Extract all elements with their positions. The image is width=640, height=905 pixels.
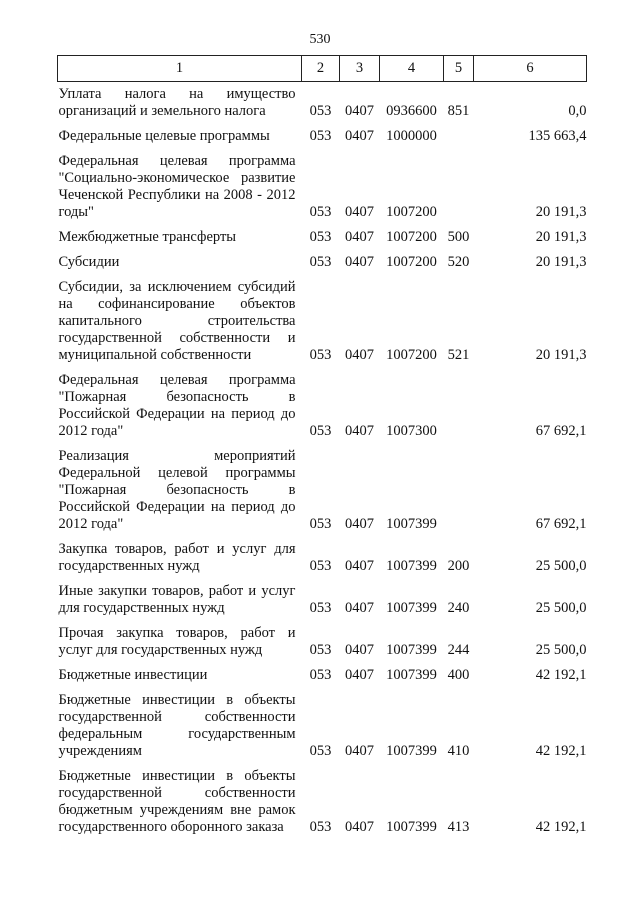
row-name: Федеральная целевая программа "Пожарная безопасность в Российской Федерации на период до 2012 года" — [58, 372, 296, 439]
row-code-expense: 240 — [447, 600, 470, 616]
row-code-admin: 053 — [309, 743, 332, 759]
row-code-admin: 053 — [309, 667, 332, 683]
row-code-target: 1007399 — [386, 558, 437, 574]
row-code-target: 1007399 — [386, 642, 437, 658]
row-name: Бюджетные инвестиции — [58, 667, 208, 683]
table-body — [58, 82, 587, 837]
row-code-target: 1007399 — [386, 819, 437, 835]
table-row — [58, 617, 587, 659]
row-name: Прочая закупка товаров, работ и услуг для государственных нужд — [58, 625, 296, 658]
row-code-section: 0407 — [345, 128, 374, 144]
header-col-1: 1 — [58, 56, 302, 82]
table-header — [58, 56, 587, 82]
row-amount: 42 192,1 — [535, 667, 587, 683]
row-code-admin: 053 — [309, 254, 332, 270]
row-code-section: 0407 — [345, 743, 374, 759]
row-code-target: 1007399 — [386, 516, 437, 532]
row-name: Федеральные целевые программы — [58, 128, 270, 144]
row-name: Субсидии — [58, 254, 120, 270]
row-code-admin: 053 — [309, 600, 332, 616]
row-code-expense: 500 — [447, 229, 470, 245]
row-code-target: 1007399 — [386, 743, 437, 759]
row-code-expense: 410 — [447, 743, 470, 759]
row-name: Межбюджетные трансферты — [58, 229, 237, 245]
row-code-expense — [444, 364, 474, 440]
page-number: 530 — [309, 32, 331, 47]
row-name: Федеральная целевая программа "Социально-экономическое развитие Чеченской Республики на 2008 - 2012 годы" — [58, 153, 296, 220]
row-amount: 67 692,1 — [535, 423, 587, 439]
row-amount: 0,0 — [568, 103, 587, 119]
row-code-section: 0407 — [345, 600, 374, 616]
row-amount: 25 500,0 — [535, 600, 587, 616]
row-code-target: 1007200 — [386, 254, 437, 270]
table-row — [58, 221, 587, 246]
row-name: Субсидии, за исключением субсидий на софинансирование объектов капитального строительства государственной собственности и муниципальной собственности — [58, 279, 296, 363]
row-code-section: 0407 — [345, 423, 374, 439]
row-code-expense: 520 — [447, 254, 470, 270]
row-amount: 20 191,3 — [535, 347, 587, 363]
row-code-section: 0407 — [345, 667, 374, 683]
row-amount: 25 500,0 — [535, 642, 587, 658]
header-col-6: 6 — [474, 56, 587, 82]
row-code-expense: 400 — [447, 667, 470, 683]
table-row — [58, 271, 587, 364]
row-amount: 67 692,1 — [535, 516, 587, 532]
row-name: Иные закупки товаров, работ и услуг для государственных нужд — [58, 583, 296, 616]
table-row — [58, 145, 587, 221]
row-name: Реализация мероприятий Федеральной целевой программы "Пожарная безопасность в Российской Федерации на период до 2012 года" — [58, 448, 296, 532]
row-amount: 135 663,4 — [528, 128, 587, 144]
row-code-admin: 053 — [309, 819, 332, 835]
row-name: Бюджетные инвестиции в объекты государственной собственности федеральным государственным учреждениям — [58, 692, 296, 759]
row-code-expense — [444, 120, 474, 145]
row-code-target: 1007399 — [386, 600, 437, 616]
row-code-section: 0407 — [345, 516, 374, 532]
row-code-expense — [444, 440, 474, 533]
row-code-expense: 521 — [447, 347, 470, 363]
header-col-5: 5 — [444, 56, 474, 82]
row-name: Уплата налога на имущество организаций и земельного налога — [58, 86, 296, 119]
row-code-admin: 053 — [309, 423, 332, 439]
row-code-section: 0407 — [345, 229, 374, 245]
row-code-target: 1007300 — [386, 423, 437, 439]
row-amount: 42 192,1 — [535, 743, 587, 759]
row-amount: 20 191,3 — [535, 229, 587, 245]
row-name: Бюджетные инвестиции в объекты государственной собственности бюджетным учреждениям вне рамок государственного оборонного заказа — [58, 768, 296, 835]
row-code-admin: 053 — [309, 516, 332, 532]
row-code-section: 0407 — [345, 558, 374, 574]
row-code-admin: 053 — [309, 642, 332, 658]
table-row — [58, 659, 587, 684]
table-row — [58, 82, 587, 121]
row-code-expense: 413 — [447, 819, 470, 835]
row-code-admin: 053 — [309, 558, 332, 574]
row-code-target: 0936600 — [386, 103, 437, 119]
row-code-admin: 053 — [309, 128, 332, 144]
row-amount: 42 192,1 — [535, 819, 587, 835]
row-code-target: 1007399 — [386, 667, 437, 683]
header-row — [58, 56, 587, 82]
row-code-section: 0407 — [345, 819, 374, 835]
header-col-4: 4 — [380, 56, 444, 82]
row-code-admin: 053 — [309, 103, 332, 119]
table-row — [58, 440, 587, 533]
row-code-expense: 851 — [447, 103, 470, 119]
row-code-target: 1007200 — [386, 204, 437, 220]
table-row — [58, 364, 587, 440]
row-code-section: 0407 — [345, 103, 374, 119]
row-amount: 25 500,0 — [535, 558, 587, 574]
table-row — [58, 684, 587, 760]
row-code-section: 0407 — [345, 347, 374, 363]
row-code-section: 0407 — [345, 642, 374, 658]
table-row — [58, 533, 587, 575]
row-amount: 20 191,3 — [535, 204, 587, 220]
row-code-target: 1007200 — [386, 347, 437, 363]
row-code-admin: 053 — [309, 229, 332, 245]
row-code-section: 0407 — [345, 204, 374, 220]
table-row — [58, 575, 587, 617]
row-amount: 20 191,3 — [535, 254, 587, 270]
row-code-section: 0407 — [345, 254, 374, 270]
table-row — [58, 246, 587, 271]
header-col-2: 2 — [302, 56, 340, 82]
row-name: Закупка товаров, работ и услуг для государственных нужд — [58, 541, 296, 574]
row-code-expense: 244 — [447, 642, 470, 658]
row-code-expense — [444, 145, 474, 221]
row-code-target: 1000000 — [386, 128, 437, 144]
row-code-expense: 200 — [447, 558, 470, 574]
table-row — [58, 760, 587, 836]
header-col-3: 3 — [340, 56, 380, 82]
budget-table — [57, 55, 587, 836]
row-code-admin: 053 — [309, 204, 332, 220]
row-code-target: 1007200 — [386, 229, 437, 245]
row-code-admin: 053 — [309, 347, 332, 363]
table-row — [58, 120, 587, 145]
